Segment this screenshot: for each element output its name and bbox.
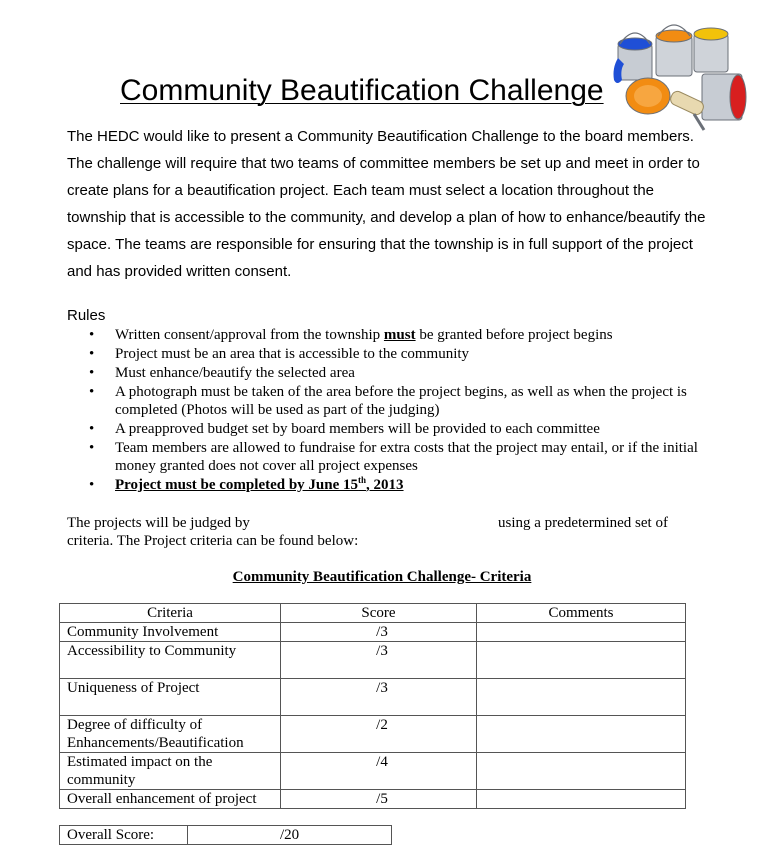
rule-text: Team members are allowed to fundraise for extra costs that the project may entail, or if the initial money granted does not cover all project expenses xyxy=(115,440,698,474)
list-item xyxy=(0,439,700,475)
deadline-suffix: th xyxy=(358,475,367,485)
criteria-cell: Estimated impact on the community xyxy=(60,753,281,790)
page-title: Community Beautification Challenge xyxy=(120,74,604,107)
score-header: Score xyxy=(281,604,477,623)
overall-score-label: Overall Score: xyxy=(60,826,188,845)
list-item xyxy=(0,383,700,419)
rule-text: be granted before project begins xyxy=(415,327,613,343)
list-item xyxy=(0,364,700,382)
intro-paragraph: The HEDC would like to present a Community Beautification Challenge to the board members. The challenge will require that two teams of committee members be set up and meet in order to create plans for a beautification project. Each team must select a location throughout the township that is accessible to the community, and develop a plan of how to enhance/beautify the space. The teams are responsible for ensuring that the township is in full support of the project and has provided written consent. xyxy=(67,128,706,280)
paint-cans-icon xyxy=(604,18,754,138)
comments-cell[interactable] xyxy=(477,790,686,809)
deadline-main: Project must be completed by June 15 xyxy=(115,477,359,493)
score-cell: /3 xyxy=(281,623,477,642)
judging-text-line2: criteria. The Project criteria can be found below: xyxy=(67,533,359,549)
comments-cell[interactable] xyxy=(477,623,686,642)
score-cell: /3 xyxy=(281,679,477,716)
judging-text-end: using a predetermined set of xyxy=(498,515,668,531)
criteria-cell: Uniqueness of Project xyxy=(60,679,281,716)
criteria-cell: Degree of difficulty of Enhancements/Beautification xyxy=(60,716,281,753)
score-cell: /2 xyxy=(281,716,477,753)
overall-score-row xyxy=(60,826,392,845)
table-row xyxy=(60,642,686,679)
rule-text: A preapproved budget set by board members will be provided to each committee xyxy=(115,421,600,437)
comments-cell[interactable] xyxy=(477,716,686,753)
list-item xyxy=(0,345,700,363)
criteria-cell: Community Involvement xyxy=(60,623,281,642)
list-item xyxy=(0,476,700,494)
rule-text: Written consent/approval from the township xyxy=(115,327,384,343)
comments-cell[interactable] xyxy=(477,753,686,790)
score-cell: /5 xyxy=(281,790,477,809)
list-item xyxy=(0,326,700,344)
table-row xyxy=(60,623,686,642)
criteria-table xyxy=(59,603,686,809)
overall-score-value: /20 xyxy=(188,826,392,845)
table-row xyxy=(60,753,686,790)
table-row xyxy=(60,716,686,753)
comments-header: Comments xyxy=(477,604,686,623)
deadline-text xyxy=(115,477,404,493)
comments-cell[interactable] xyxy=(477,679,686,716)
score-cell: /3 xyxy=(281,642,477,679)
rule-text: Project must be an area that is accessible to the community xyxy=(115,346,470,362)
table-row xyxy=(60,790,686,809)
comments-cell[interactable] xyxy=(477,642,686,679)
criteria-cell: Accessibility to Community xyxy=(60,642,281,679)
judging-text-start: The projects will be judged by xyxy=(67,515,250,531)
rule-text: Must enhance/beautify the selected area xyxy=(115,365,355,381)
deadline-year: , 2013 xyxy=(366,477,404,493)
criteria-cell: Overall enhancement of project xyxy=(60,790,281,809)
rule-text: A photograph must be taken of the area before the project begins, as well as when the project is completed (Photos will be used as part of the judging) xyxy=(115,384,687,418)
rules-heading: Rules xyxy=(67,307,106,324)
overall-score-table xyxy=(59,825,392,845)
score-cell: /4 xyxy=(281,753,477,790)
table-header-row xyxy=(60,604,686,623)
rules-list xyxy=(0,326,700,495)
criteria-heading: Community Beautification Challenge- Criteria xyxy=(232,569,532,585)
table-row xyxy=(60,679,686,716)
rule-emphasis: must xyxy=(383,327,416,343)
list-item xyxy=(0,420,700,438)
criteria-header: Criteria xyxy=(60,604,281,623)
